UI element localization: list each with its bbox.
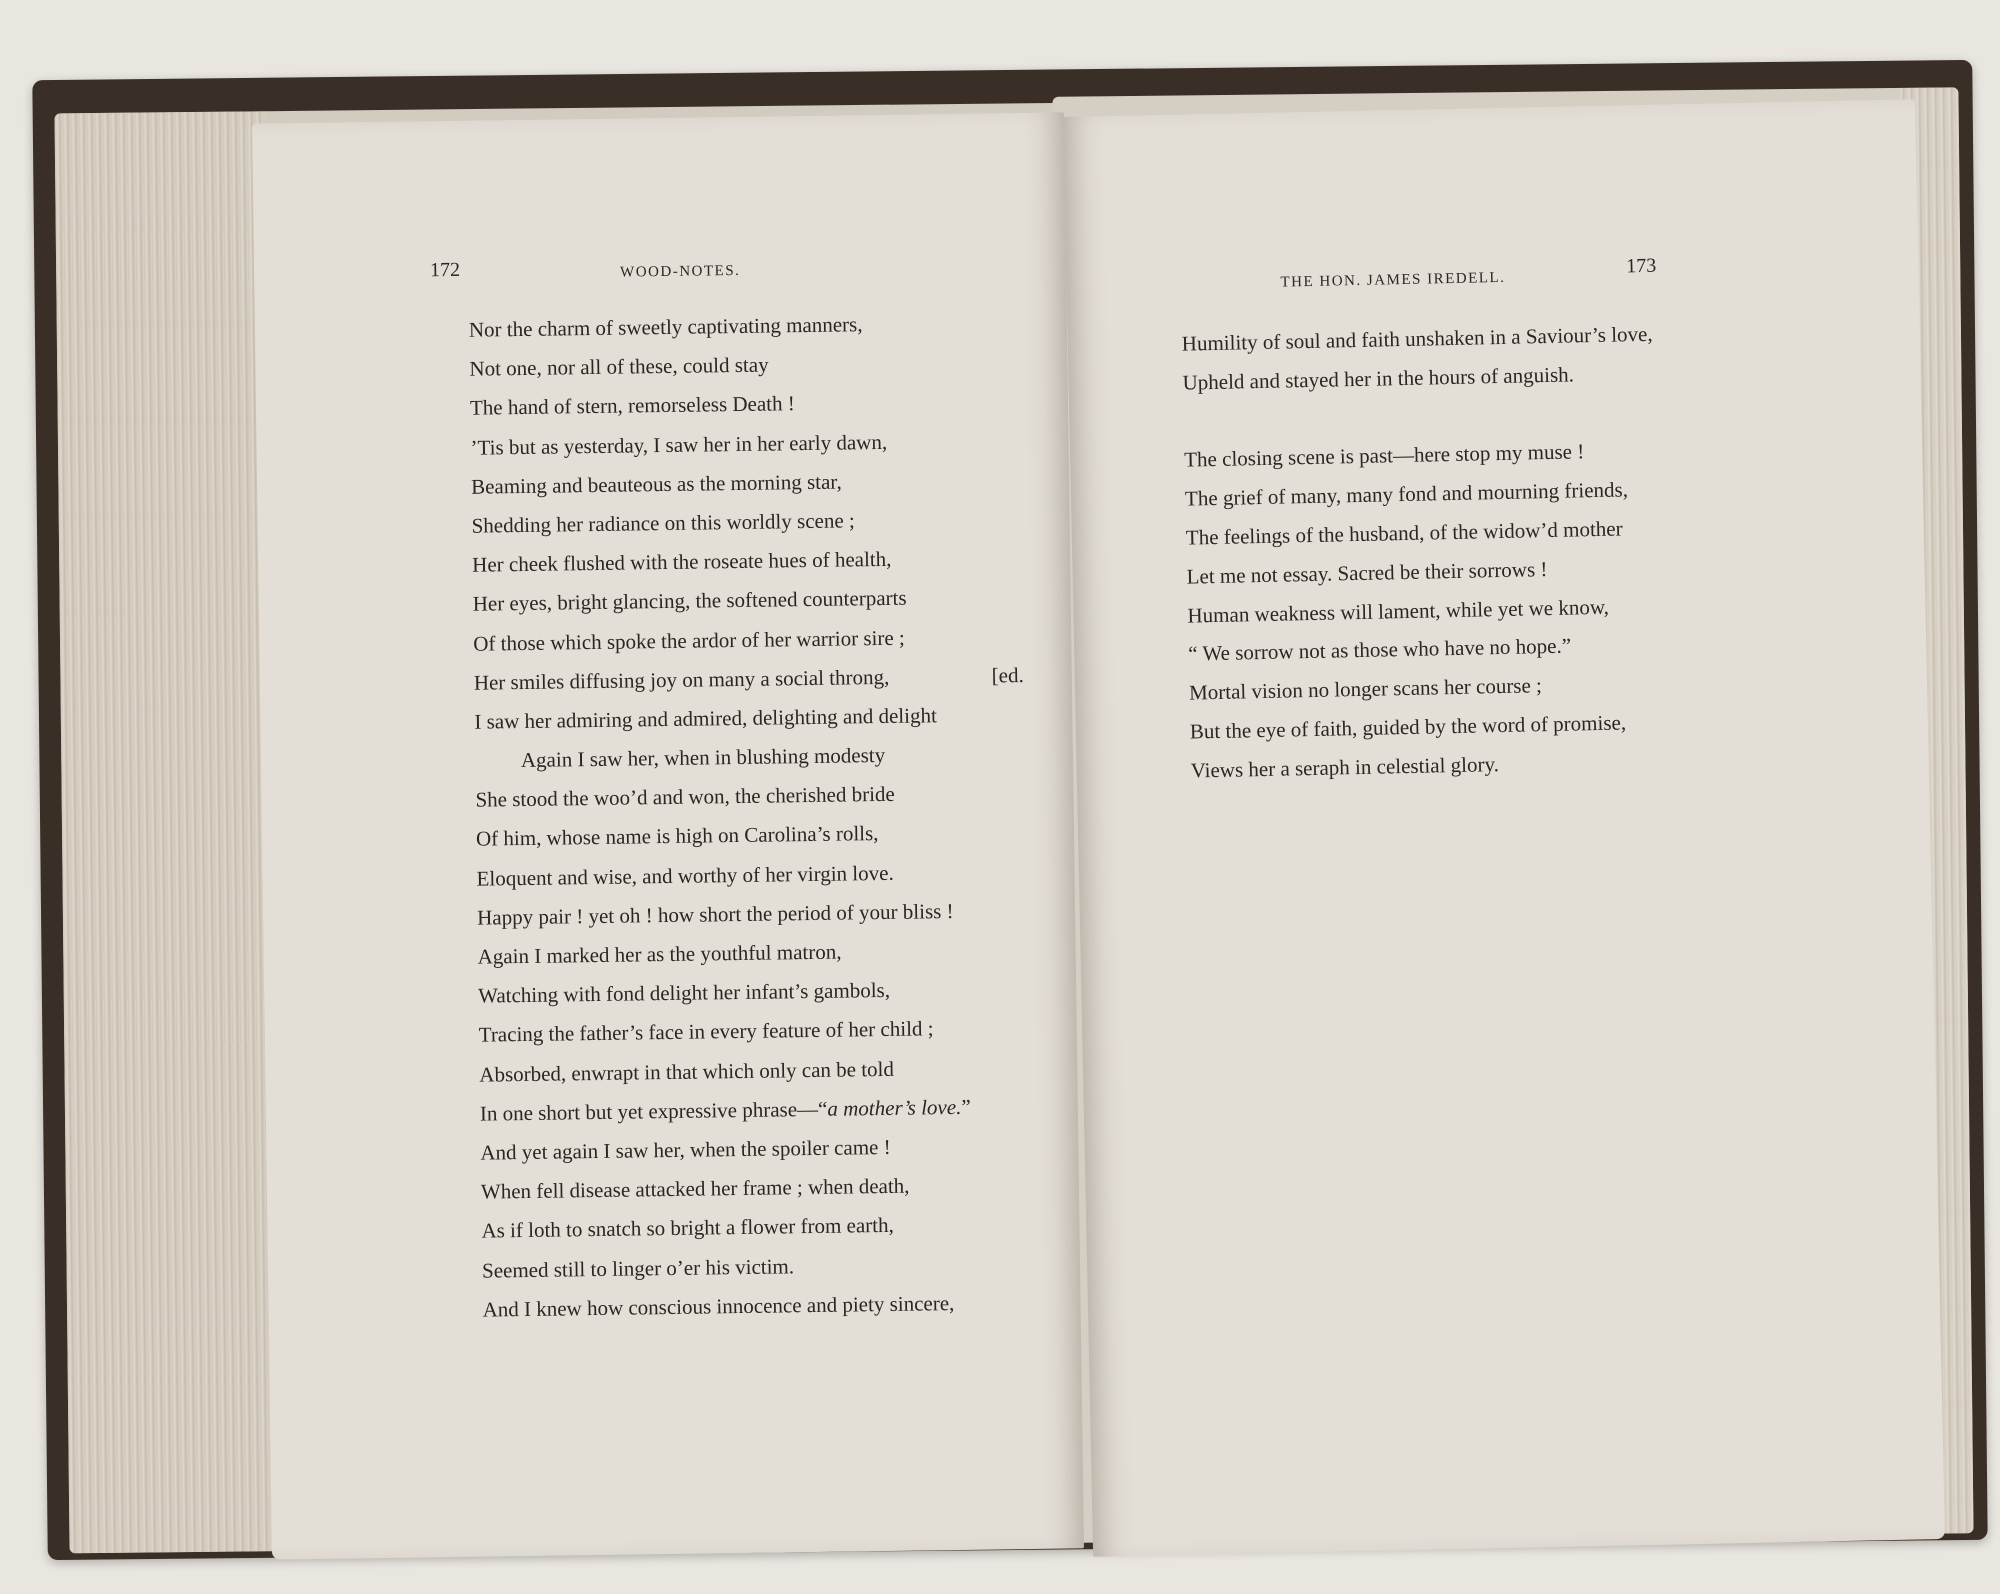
line-text: Humility of soul and faith unshaken in a Saviour’s love, — [1181, 321, 1653, 356]
line-text: Again I marked her as the youthful matron, — [477, 939, 842, 969]
line-text: Shedding her radiance on this worldly scene ; — [471, 508, 855, 538]
line-text: Again I saw her, when in blushing modesty — [520, 743, 886, 773]
line-text: Watching with fond delight her infant’s gambols, — [478, 978, 891, 1008]
left-line — [477, 891, 1027, 938]
running-head-left: WOOD-NOTES. — [620, 262, 741, 281]
left-text-lines — [469, 303, 1033, 1329]
line-text: Seemed still to linger o’er his victim. — [481, 1253, 795, 1283]
line-text: She stood the woo’d and won, the cherished bride — [475, 782, 895, 812]
line-text: Her cheek flushed with the roseate hues of health, — [472, 546, 892, 577]
line-text: Upheld and stayed her in the hours of anguish. — [1182, 362, 1575, 395]
line-text: The grief of many, many fond and mourning friends, — [1184, 477, 1629, 511]
line-text: And I knew how conscious innocence and piety sincere, — [482, 1290, 955, 1322]
line-text: And yet again I saw her, when the spoiler came ! — [480, 1134, 891, 1165]
line-text: Absorbed, enwrapt in that which only can be told — [479, 1056, 895, 1087]
left-line — [482, 1283, 1032, 1330]
left-page — [252, 112, 1084, 1559]
line-text: The feelings of the husband, of the widow’d mother — [1185, 516, 1623, 550]
line-text: Nor the charm of sweetly captivating manners, — [468, 312, 863, 342]
page-number-left: 172 — [429, 258, 461, 282]
page-number-right: 173 — [1626, 254, 1657, 278]
line-italic-phrase: a mother’s love. — [827, 1094, 962, 1121]
line-text: I saw her admiring and admired, delighting and delight — [474, 703, 937, 734]
line-text: ’Tis but as yesterday, I saw her in her early dawn, — [470, 429, 888, 460]
line-text: Human weakness will lament, while yet we know, — [1187, 594, 1610, 628]
line-text: As if loth to snatch so bright a flower from earth, — [481, 1213, 894, 1243]
line-text: Views her a seraph in celestial glory. — [1190, 751, 1500, 783]
line-text: The closing scene is past—here stop my muse ! — [1183, 439, 1585, 473]
turnover-fragment: [ed. — [991, 662, 1024, 688]
line-text: Of those which spoke the ardor of her warrior sire ; — [473, 625, 905, 656]
line-text: But the eye of faith, guided by the word of promise, — [1189, 710, 1627, 744]
line-text: Beaming and beauteous as the morning star, — [470, 469, 842, 499]
line-closing-quote: ” — [961, 1094, 971, 1119]
right-text-lines — [1181, 313, 1751, 790]
line-text: When fell disease attacked her frame ; when death, — [480, 1173, 910, 1204]
line-text: Tracing the father’s face in every feature of her child ; — [478, 1016, 934, 1048]
line-text: Eloquent and wise, and worthy of her virgin love. — [476, 860, 894, 891]
right-page — [1063, 99, 1945, 1557]
line-text: “ We sorrow not as those who have no hope.” — [1188, 633, 1572, 666]
running-head-right: THE HON. JAMES IREDELL. — [1280, 269, 1506, 291]
line-text: Her eyes, bright glancing, the softened counterparts — [472, 585, 907, 617]
line-text: Let me not essay. Sacred be their sorrows ! — [1186, 556, 1548, 589]
line-text: Happy pair ! yet oh ! how short the period of your bliss ! — [476, 898, 954, 930]
line-text: Of him, whose name is high on Carolina’s rolls, — [475, 821, 879, 852]
line-text: Her smiles diffusing joy on many a social throng, — [473, 664, 890, 695]
line-text: In one short but yet expressive phrase—“ — [479, 1096, 828, 1126]
line-text: The hand of stern, remorseless Death ! — [469, 391, 795, 421]
line-text: Not one, nor all of these, could stay — [469, 352, 769, 381]
left-line — [480, 1087, 1030, 1134]
line-text: Mortal vision no longer scans her course ; — [1188, 673, 1543, 705]
